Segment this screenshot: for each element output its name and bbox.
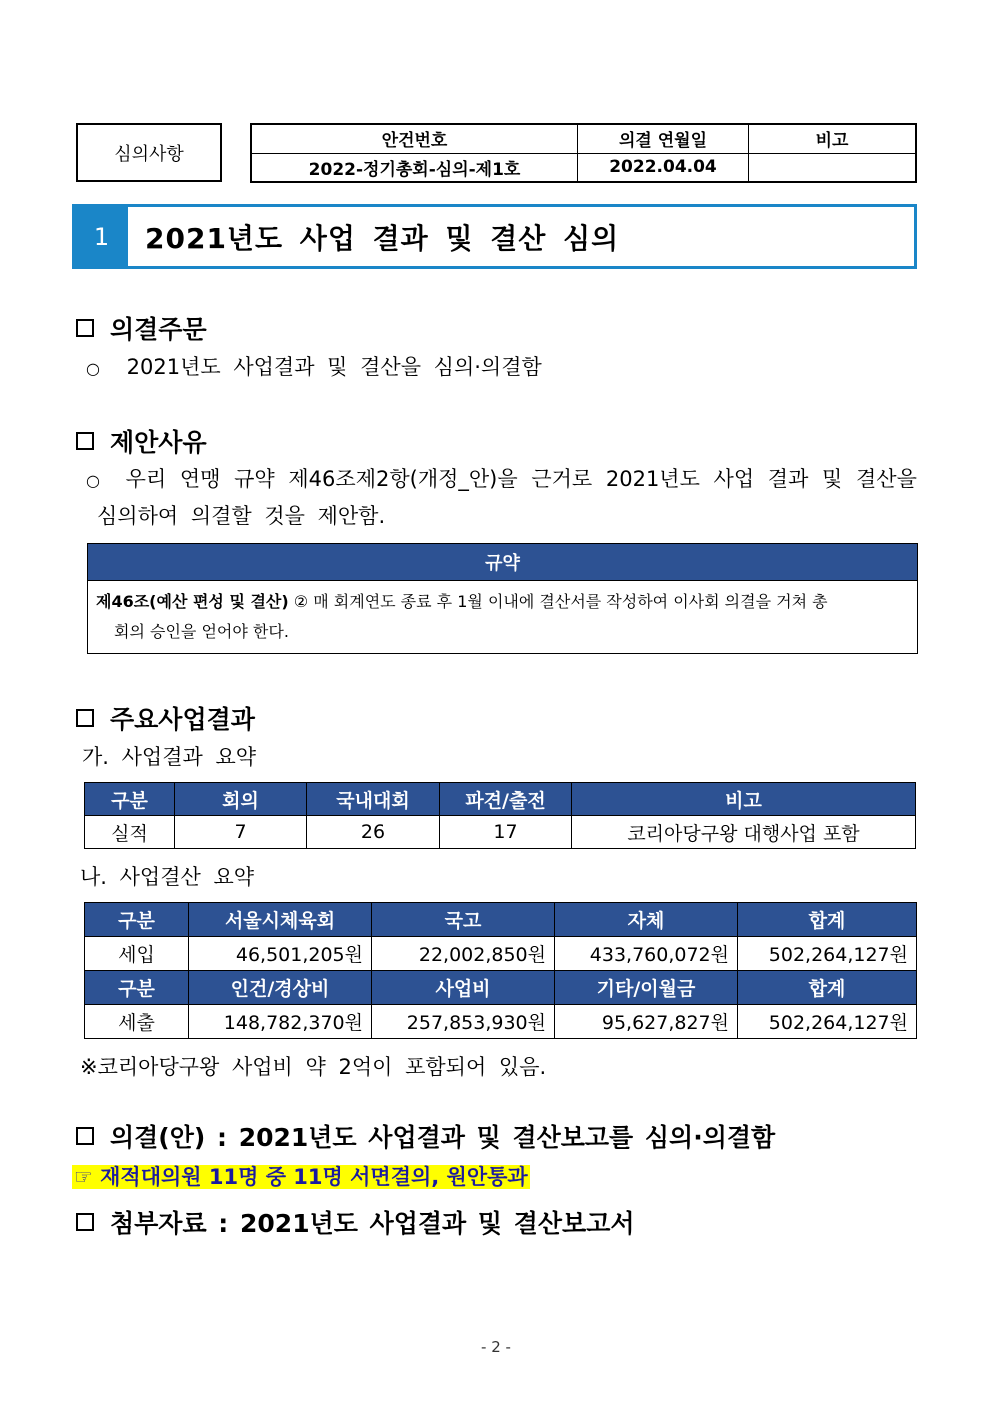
checkbox-square-icon xyxy=(76,432,94,450)
note-value xyxy=(749,153,917,182)
table-header: 인건/경상비 xyxy=(189,971,372,1005)
rule-box-body xyxy=(88,581,918,654)
deliberation-label: 심의사항 xyxy=(76,123,222,182)
resolution-item: ○ 2021년도 사업결과 및 결산을 심의·의결함 xyxy=(86,355,542,379)
reason-line-2: 심의하여 의결할 것을 제안함. xyxy=(97,504,386,528)
table-header: 구분 xyxy=(85,783,175,816)
table-cell: 7 xyxy=(175,816,307,849)
table-header: 합계 xyxy=(738,971,917,1005)
results-sub-a: 가. 사업결과 요약 xyxy=(82,745,257,769)
table-cell: 22,002,850원 xyxy=(372,937,555,971)
table-cell: 26 xyxy=(307,816,440,849)
table-header: 사업비 xyxy=(372,971,555,1005)
table-cell: 17 xyxy=(440,816,572,849)
circle-bullet-icon: ○ xyxy=(86,359,100,378)
table-header: 기타/이월금 xyxy=(555,971,738,1005)
table-cell: 세출 xyxy=(85,1005,189,1039)
attachment-heading: 첨부자료 : 2021년도 사업결과 및 결산보고서 xyxy=(76,1204,635,1240)
agenda-info-table xyxy=(250,123,917,183)
settlement-summary-table xyxy=(84,902,917,1039)
page-number: - 2 - xyxy=(481,1338,511,1356)
vote-result: ☞ 재적대의원 11명 중 11명 서면결의, 원안통과 xyxy=(74,1165,528,1189)
rule-text-continued: 회의 승인을 얻어야 한다. xyxy=(114,622,289,641)
table-header: 국내대회 xyxy=(307,783,440,816)
checkbox-square-icon xyxy=(76,1127,94,1145)
table-header: 구분 xyxy=(85,971,189,1005)
table-cell: 433,760,072원 xyxy=(555,937,738,971)
circle-bullet-icon: ○ xyxy=(86,471,100,490)
note-header: 비고 xyxy=(749,124,917,153)
table-cell: 257,853,930원 xyxy=(372,1005,555,1039)
agenda-number-header: 안건번호 xyxy=(251,124,578,153)
rule-box-header: 규약 xyxy=(88,544,918,581)
checkbox-square-icon xyxy=(76,1213,94,1231)
title-box xyxy=(72,204,917,269)
page-title: 2021년도 사업 결과 및 결산 심의 xyxy=(145,221,620,255)
table-cell: 46,501,205원 xyxy=(189,937,372,971)
section-resolution-heading: 의결주문 xyxy=(76,310,207,346)
table-cell: 세입 xyxy=(85,937,189,971)
agenda-number-value: 2022-정기총회-심의-제1호 xyxy=(251,153,578,182)
table-header: 구분 xyxy=(85,903,189,937)
table-header: 비고 xyxy=(572,783,916,816)
rule-text: ② 매 회계연도 종료 후 1월 이내에 결산서를 작성하여 이사회 의결을 거쳐 총 xyxy=(288,592,828,611)
table-cell: 실적 xyxy=(85,816,175,849)
resolution-date-header: 의결 연월일 xyxy=(578,124,749,153)
results-note: ※코리아당구왕 사업비 약 2억이 포함되어 있음. xyxy=(80,1055,547,1079)
table-cell: 148,782,370원 xyxy=(189,1005,372,1039)
section-reason-heading: 제안사유 xyxy=(76,423,207,459)
table-cell: 95,627,827원 xyxy=(555,1005,738,1039)
table-header: 국고 xyxy=(372,903,555,937)
results-summary-table xyxy=(84,782,916,849)
table-header: 회의 xyxy=(175,783,307,816)
table-header: 서울시체육회 xyxy=(189,903,372,937)
title-number: 1 xyxy=(75,207,128,266)
decision-heading: 의결(안) : 2021년도 사업결과 및 결산보고를 심의·의결함 xyxy=(76,1118,775,1154)
reason-line-1: ○ 우리 연맹 규약 제46조제2항(개정_안)을 근거로 2021년도 사업 결과 및 결산을 xyxy=(86,467,917,491)
table-header: 파견/출전 xyxy=(440,783,572,816)
table-header: 합계 xyxy=(738,903,917,937)
table-cell: 코리아당구왕 대행사업 포함 xyxy=(572,816,916,849)
table-cell: 502,264,127원 xyxy=(738,1005,917,1039)
checkbox-square-icon xyxy=(76,709,94,727)
results-sub-b: 나. 사업결산 요약 xyxy=(80,865,255,889)
table-cell: 502,264,127원 xyxy=(738,937,917,971)
table-header: 자체 xyxy=(555,903,738,937)
checkbox-square-icon xyxy=(76,319,94,337)
section-results-heading: 주요사업결과 xyxy=(76,700,255,736)
resolution-date-value: 2022.04.04 xyxy=(578,153,749,182)
rule-box xyxy=(87,543,918,654)
rule-article: 제46조(예산 편성 및 결산) xyxy=(96,592,289,611)
